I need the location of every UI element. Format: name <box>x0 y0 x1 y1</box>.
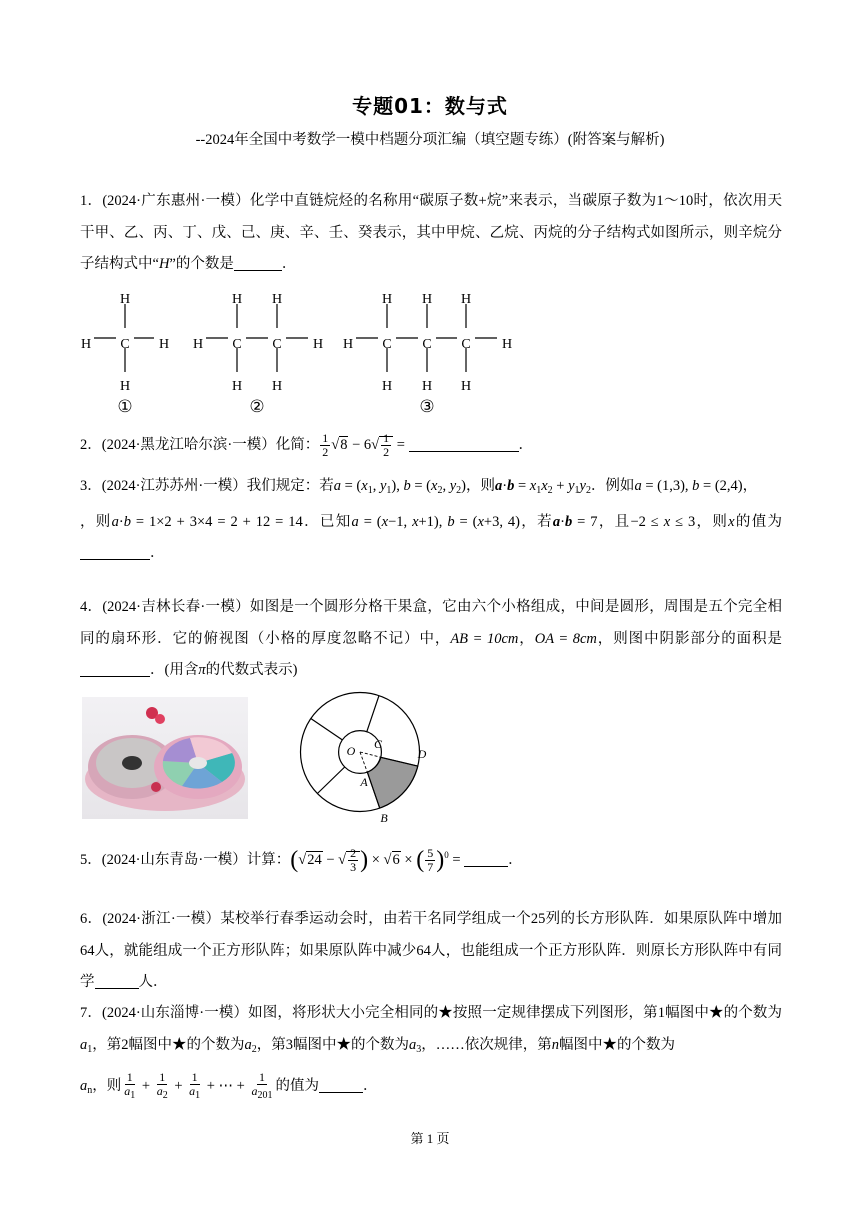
carbon-atom: C <box>272 337 282 352</box>
hydrogen-atom: H <box>158 337 170 352</box>
page-title: 专题01：数与式 <box>352 94 508 118</box>
q7-p2: ，第2幅图中★的个数为 <box>92 1036 245 1053</box>
q1-tail: ”的个数是 <box>169 256 234 272</box>
q7-p3: ，第3幅图中★的个数为 <box>256 1036 409 1053</box>
q1-end: ． <box>281 256 297 272</box>
q2-text: 2．(2024·黑龙江哈尔滨·一模）化简： <box>80 437 320 453</box>
q4-oa: OA = 8cm <box>534 630 597 647</box>
fruit-box-photo <box>82 697 248 819</box>
page-subtitle: --2024年全国中考数学一模中档题分项汇编（填空题专练）(附答案与解析) <box>195 132 665 148</box>
q4-pi: π <box>198 662 206 678</box>
q1-text: 1．(2024·广东惠州·一模）化学中直链烷烃的名称用“碳原子数+烷”来表示，当碳原子数为1～10时，依次用天干甲、乙、丙、丁、戊、己、庚、辛、壬、癸表示，其中甲烷、乙烷、丙烷的分子结构式如图所示，则辛烷分子结构式中“ <box>80 193 782 272</box>
label-a: A <box>360 775 368 789</box>
q1-var-h: H <box>158 256 170 272</box>
q3-range: −2 ≤ x ≤ 3 <box>630 513 696 530</box>
alkane-structures-figure <box>76 284 526 416</box>
q7-p7: 的值为 <box>275 1078 319 1094</box>
carbon-atom: C <box>461 337 471 352</box>
q7-p5: 幅图中★的个数为 <box>559 1036 675 1053</box>
q3-then3: ，则 <box>695 513 729 530</box>
question-2 <box>80 430 782 462</box>
hydrogen-atom: H <box>381 292 393 307</box>
q2-expression: $\frac{1}{2}$ √8 − 6√ $\frac{1}{2}$ = <box>322 431 409 460</box>
hydrogen-atom: H <box>231 379 243 394</box>
hydrogen-atom: H <box>119 379 131 394</box>
answer-blank-1[interactable] <box>234 254 282 271</box>
hydrogen-atom: H <box>501 337 513 352</box>
question-6 <box>80 904 782 999</box>
question-3: 3．(2024·江苏苏州·一模）我们规定：若$a = (x_1$, $y_1$), $b = (x_2$, $y_2$)，则$a\cdot b = x_1x_2 + y_1y_2$．例如a = (1,3), b = (2,4)， ，则a·b = 1×2 + 3×4 = 2 + 12 = 14．已知a = (x−1, x+1), b = (x+3, 4)，若a·b = 7，且−2 ≤ x ≤ 3，则x的值为． <box>80 478 782 561</box>
q5-text: 5．(2024·山东青岛·一模）计算： <box>80 851 291 868</box>
q3-def-vectors: $a = (x_1$, $y_1$), $b = (x_2$, $y_2$) <box>333 478 466 496</box>
q3-end: ． <box>150 545 165 561</box>
question-4: 4．(2024·吉林长春·一模）如图是一个圆形分格干果盒，它由六个小格组成，中间是圆形，周围是五个完全相同的扇环形．它的俯视图（小格的厚度忽略不记）中，AB = 10cm，OA = 8cm，则图中阴影部分的面积是．(用含π的代数式表示) <box>80 599 783 678</box>
q3-known: ．已知 <box>302 513 352 530</box>
answer-blank-4[interactable] <box>80 660 150 677</box>
label-d: D <box>417 747 427 761</box>
answer-blank-3[interactable] <box>80 543 150 560</box>
q3-given: a = (x−1, x+1), b = (x+3, 4) <box>351 513 520 530</box>
hydrogen-atom: H <box>421 379 433 394</box>
carbon-atom: C <box>382 337 392 352</box>
figure-label-2: ② <box>249 397 265 416</box>
hydrogen-atom: H <box>192 337 204 352</box>
q2-end: ． <box>518 437 534 453</box>
hydrogen-atom: H <box>271 379 283 394</box>
question-1 <box>80 186 782 281</box>
q3-and: ，且 <box>597 513 631 530</box>
q6-text: 6．(2024·浙江·一模）某校举行春季运动会时，由若干名同学组成一个25列的长方形队阵．如果原队阵中增加64人，就能组成一个正方形队阵；如果原队阵中减少64人，也能组成一个正方形队阵．则原长方形队阵中有同学 <box>80 911 782 990</box>
q4-text: 4．(2024·吉林长春·一模）如图是一个圆形分格干果盒，它由六个小格组成，中间是圆形，周围是五个完全相同的扇环形．它的俯视图（小格的厚度忽略不记）中， <box>80 599 782 647</box>
hydrogen-atom: H <box>231 292 243 307</box>
answer-blank-7[interactable] <box>319 1076 363 1093</box>
q7-end: ． <box>362 1078 378 1094</box>
label-b: B <box>380 811 388 825</box>
label-o: O <box>346 744 356 758</box>
carbon-atom: C <box>232 337 242 352</box>
hydrogen-atom: H <box>460 292 472 307</box>
carbon-atom: C <box>422 337 432 352</box>
question-5 <box>80 840 782 876</box>
answer-blank-6[interactable] <box>95 972 139 989</box>
figure-label-1: ① <box>117 397 133 416</box>
hydrogen-atom: H <box>80 337 92 352</box>
q7-p6: ，则 <box>92 1078 122 1094</box>
hydrogen-atom: H <box>421 292 433 307</box>
answer-blank-5[interactable] <box>464 850 508 867</box>
q3-example-result: a·b = 1×2 + 3×4 = 2 + 12 = 14 <box>111 513 303 530</box>
hydrogen-atom: H <box>119 292 131 307</box>
q4-tail2: 的代数式表示) <box>205 662 298 678</box>
q4-tail: ．(用含 <box>150 662 199 678</box>
sector-ring-diagram <box>298 690 428 825</box>
q7-p4: ，……依次规律，第 <box>421 1036 552 1053</box>
q3-then: ，则 <box>465 478 495 494</box>
q3-if: ，若 <box>519 513 553 530</box>
q7-expression: $\frac{1}{a_1}$ + $\frac{1}{a_2}$ + $\frac{1}{a_1}$ + ⋯ + $\frac{1}{a_{201}}$ <box>124 1070 273 1102</box>
q3-example: a = (1,3), b = (2,4) <box>634 478 743 494</box>
q3-def-product: $a\cdot b = x_1x_2 + y_1y_2$ <box>494 478 591 496</box>
q5-expression: (√24 − √ $\frac{2}{3}$ ) × √6 × ( $\frac{5}{7}$ )$^0$ = <box>290 846 465 874</box>
q3-text: 3．(2024·江苏苏州·一模）我们规定：若 <box>80 478 334 494</box>
page-number: 第 1 页 <box>410 1131 450 1146</box>
q7-text: 7．(2024·山东淄博·一模）如图，将形状大小完全相同的★按照一定规律摆成下列图形，第1幅图中★的个数为 <box>80 1005 782 1021</box>
q5-end: ． <box>508 851 523 868</box>
hydrogen-atom: H <box>460 379 472 394</box>
q3-value: 的值为 <box>734 513 782 530</box>
q3-condition: a·b = 7 <box>552 513 598 530</box>
q7-line3: $a_n$，则 $\frac{1}{a_1}$ + $\frac{1}{a_2}$ + $\frac{1}{a_1}$ + ⋯ + $\frac{1}{a_{201}}$ 的值为 ． <box>80 1070 378 1102</box>
q6-end: 人． <box>138 974 168 990</box>
hydrogen-atom: H <box>381 379 393 394</box>
question-7: 7．(2024·山东淄博·一模）如图，将形状大小完全相同的★按照一定规律摆成下列图形，第1幅图中★的个数为$a_1$，第2幅图中★的个数为$a_2$，第3幅图中★的个数为$a_3$，……依次规律，第n幅图中★的个数为 $a_n$，则 $\frac{1}{a_1}$ + $\frac{1}{a_2}$ + $\frac{1}{a_1}$ + ⋯ + $\frac{1}{a_{201}}$ 的值为 ． <box>80 998 782 1107</box>
q4-mid: ，则图中阴影部分的面积是 <box>596 630 783 647</box>
carbon-atom: C <box>120 337 130 352</box>
hydrogen-atom: H <box>312 337 324 352</box>
answer-blank-2[interactable] <box>409 435 519 452</box>
figure-label-3: ③ <box>419 397 435 416</box>
hydrogen-atom: H <box>342 337 354 352</box>
q3-eg: ．例如 <box>590 478 635 494</box>
label-c: C <box>373 737 383 751</box>
q3-then2: ，则 <box>80 513 112 530</box>
q4-ab: AB = 10cm <box>450 630 519 647</box>
hydrogen-atom: H <box>271 292 283 307</box>
